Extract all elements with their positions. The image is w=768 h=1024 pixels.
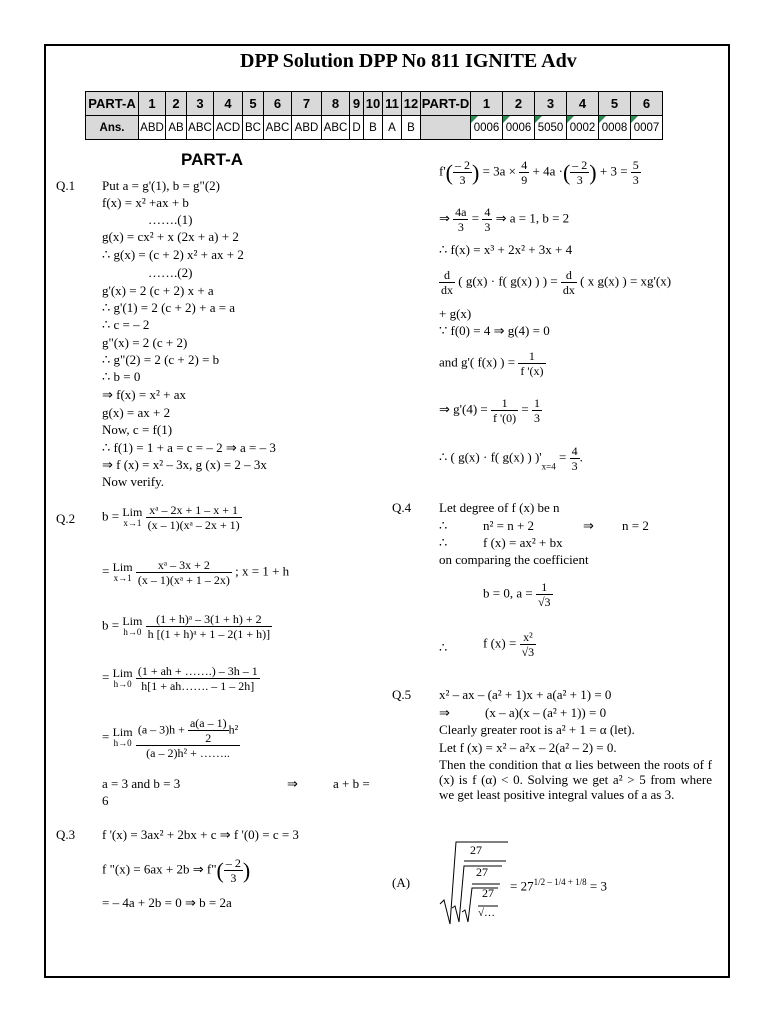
denominator: √3 <box>521 645 535 659</box>
solution-line: ⇒ f(x) = x² + ax <box>102 387 186 402</box>
expression: ( g(x) · f( g(x) ) ) = <box>458 273 558 289</box>
q5-line-4: Let f (x) = x² – a²x – 2(a² – 2) = 0. <box>439 740 617 755</box>
q3-right-7 <box>439 349 546 378</box>
q-number: 2 <box>503 92 535 116</box>
lim-text: Lim <box>122 613 143 628</box>
solution-line: ∴ f(1) = 1 + a = c = – 2 ⇒ a = – 3 <box>102 440 276 455</box>
lim-text: Lim <box>122 504 143 519</box>
fraction <box>520 630 537 659</box>
q2-step-5 <box>102 716 240 760</box>
denominator: 3 <box>484 220 491 234</box>
q-number: 3 <box>187 92 214 116</box>
radical-value: √… <box>478 907 496 919</box>
solution-line: Now verify. <box>102 474 164 489</box>
solution-line: g"(x) = 2 (c + 2) <box>102 335 188 350</box>
denominator: dx <box>441 283 453 297</box>
q4-line-1: Let degree of f (x) be n <box>439 500 560 515</box>
expression: f' <box>439 163 446 179</box>
numerator <box>136 716 240 746</box>
denominator: 3 <box>576 173 583 187</box>
implies-symbol: ⇒ <box>439 705 450 720</box>
b-equals: b = <box>102 617 120 633</box>
answer-cell: B <box>364 116 383 140</box>
b-equals: b = <box>102 508 120 524</box>
expression: = <box>471 210 480 226</box>
q-number: 6 <box>264 92 292 116</box>
solution-line: f(x) = x² +ax + b <box>102 195 189 210</box>
answer-cell: ACD <box>214 116 243 140</box>
expression: ∴ ( g(x) · f( g(x) ) )' <box>439 449 542 465</box>
q4-line-3: f (x) = ax² + bx <box>483 535 563 550</box>
solution-line: g(x) = cx² + x (2x + a) + 2 <box>102 229 239 244</box>
numerator-part: (a – 3)h + <box>137 722 185 737</box>
solution-line: Now, c = f(1) <box>102 422 173 437</box>
numerator: 1 <box>533 396 540 410</box>
expression: b = 0, a = <box>483 585 533 601</box>
fraction <box>146 503 242 532</box>
limit-operator <box>113 727 133 749</box>
answer-cell: D <box>350 116 364 140</box>
substitution: ; x = 1 + h <box>235 563 290 579</box>
numerator: (1 + ah + …….) – 3h – 1 <box>137 664 258 678</box>
fraction <box>519 158 529 187</box>
expression: f "(x) = 6ax + 2b ⇒ f" <box>102 861 217 877</box>
limit-operator <box>112 559 133 584</box>
answer-cell: 0007 <box>631 116 663 140</box>
numerator: 1 <box>491 396 518 411</box>
answer-cell: 0008 <box>599 116 631 140</box>
lim-subscript: h→0 <box>113 678 132 689</box>
denominator: 3 <box>457 220 464 234</box>
q2-sum-value: 6 <box>102 793 109 808</box>
numerator: 1 <box>518 349 545 364</box>
denominator: f '(0) <box>492 411 517 425</box>
answer-cell: AB <box>166 116 187 140</box>
answer-cell: ABC <box>264 116 292 140</box>
evaluation-subscript: x=4 <box>541 461 556 472</box>
answer-key-answer-row <box>86 116 663 140</box>
part-a-label: PART-A <box>86 92 139 116</box>
answer-cell: 5050 <box>535 116 567 140</box>
limit-operator <box>112 665 133 690</box>
q3-right-2 <box>439 205 569 234</box>
lim-subscript: x→1 <box>123 517 142 528</box>
q-number: 1 <box>139 92 166 116</box>
denominator: 3 <box>571 459 578 473</box>
denominator: 3 <box>459 173 466 187</box>
numerator: xᵃ – 2x + 1 – x + 1 <box>146 503 242 518</box>
answer-cell: BC <box>243 116 264 140</box>
answer-cell: B <box>402 116 421 140</box>
option-label: (A) <box>392 875 411 890</box>
radical-value: 27 <box>470 843 482 857</box>
fraction <box>570 444 580 473</box>
numerator: a(a – 1) <box>189 716 227 730</box>
numerator: – 2 <box>225 856 241 870</box>
q-number: 7 <box>292 92 322 116</box>
q4-line-2: n² = n + 2 <box>483 518 535 533</box>
numerator: d <box>561 268 577 283</box>
fraction <box>146 612 273 641</box>
implies-symbol: ⇒ <box>287 776 298 791</box>
section-heading: PART-A <box>181 150 244 169</box>
q-number: 10 <box>364 92 383 116</box>
solution-line: …….(1) <box>148 212 193 227</box>
numerator: 4 <box>571 444 578 458</box>
answer-cell: ABC <box>187 116 214 140</box>
numerator: – 2 <box>455 158 470 172</box>
q2-step-1 <box>102 503 242 532</box>
q-number: 2 <box>166 92 187 116</box>
answer-cell: 0006 <box>471 116 503 140</box>
q2-step-2 <box>102 558 289 587</box>
q-number: 3 <box>535 92 567 116</box>
fraction <box>561 268 577 297</box>
fraction <box>631 158 641 187</box>
question-label: Q.2 <box>56 511 76 526</box>
numerator: 4 <box>521 158 528 172</box>
result-value: = 3 <box>589 878 608 894</box>
solution-line: ∴ g'(1) = 2 (c + 2) + a = a <box>102 300 236 315</box>
denominator: 3 <box>533 411 540 425</box>
numerator: – 2 <box>572 158 588 172</box>
q-number: 5 <box>599 92 631 116</box>
solution-line: Put a = g'(1), b = g"(2) <box>102 178 220 193</box>
limit-operator <box>122 504 143 529</box>
page-title: DPP Solution DPP No 811 IGNITE Adv <box>240 50 577 72</box>
question-label: Q.4 <box>392 500 412 515</box>
radical-value: 27 <box>476 865 488 879</box>
limit-operator <box>122 613 143 638</box>
q-number: 12 <box>402 92 421 116</box>
answer-cell: 0002 <box>567 116 599 140</box>
solution-line: g(x) = ax + 2 <box>102 405 171 420</box>
q3-line-1: f '(x) = 3ax² + 2bx + c ⇒ f '(0) = c = 3 <box>102 827 299 842</box>
fraction <box>536 580 553 609</box>
q4-therefore: ∴ <box>439 640 448 655</box>
q5-line-1: x² – ax – (a² + 1)x + a(a² + 1) = 0 <box>439 687 612 702</box>
q3-right-8 <box>439 396 542 425</box>
solution-line: ⇒ f (x) = x² – 3x, g (x) = 2 – 3x <box>102 457 267 472</box>
lim-subscript: x→1 <box>113 572 132 583</box>
denominator: √3 <box>537 595 551 609</box>
q3-right-6: ∵ f(0) = 4 ⇒ g(4) = 0 <box>439 323 550 338</box>
expression: ( x g(x) ) = xg'(x) <box>580 273 672 289</box>
denominator: 2 <box>205 731 212 745</box>
answer-cell: 0006 <box>503 116 535 140</box>
q-number: 8 <box>322 92 350 116</box>
expression: f (x) = <box>483 635 517 651</box>
answer-key-table <box>85 91 663 140</box>
q5-result <box>510 875 607 893</box>
q5-line-3: Clearly greater root is a² + 1 = α (let). <box>439 722 635 737</box>
denominator: dx <box>562 283 575 297</box>
q4-line-5 <box>483 580 553 609</box>
answer-cell: ABD <box>292 116 322 140</box>
q4-line-2-result: n = 2 <box>622 518 649 533</box>
q2-step-4 <box>102 664 260 693</box>
lim-text: Lim <box>112 559 133 574</box>
q5-line-2: (x – a)(x – (a² + 1)) = 0 <box>485 705 607 720</box>
solution-line: g'(x) = 2 (c + 2) x + a <box>102 283 214 298</box>
fraction <box>136 558 232 587</box>
q-number: 11 <box>383 92 402 116</box>
expression: ⇒ g'(4) = <box>439 401 488 417</box>
expression: + 4a · <box>532 163 563 179</box>
ans-label: Ans. <box>86 116 139 140</box>
q-number: 4 <box>567 92 599 116</box>
lim-subscript: h→0 <box>113 738 132 748</box>
q-number: 9 <box>350 92 364 116</box>
q-number: 5 <box>243 92 264 116</box>
numerator: 4 <box>484 205 491 219</box>
fraction <box>482 205 492 234</box>
fraction <box>532 396 542 425</box>
q-number: 4 <box>214 92 243 116</box>
radical-value: 27 <box>482 886 494 900</box>
fraction <box>453 205 468 234</box>
q4-therefore: ∴ <box>439 518 448 533</box>
equals: = <box>102 563 110 579</box>
lim-text: Lim <box>112 725 133 739</box>
solution-line: ∴ b = 0 <box>102 369 141 384</box>
denominator: 3 <box>230 871 237 885</box>
q2-result: a = 3 and b = 3 <box>102 776 181 791</box>
result-base: = 27 <box>510 878 534 894</box>
solution-line: …….(2) <box>148 265 193 280</box>
numerator: xᵃ – 3x + 2 <box>136 558 232 573</box>
fraction <box>136 716 240 760</box>
numerator: 1 <box>536 580 553 595</box>
numerator: 5 <box>632 158 639 172</box>
inner-fraction <box>188 716 229 745</box>
q3-right-5: + g(x) <box>439 306 472 321</box>
fraction <box>224 856 243 885</box>
answer-cell: ABD <box>139 116 166 140</box>
expression: = <box>521 401 529 417</box>
numerator: x² <box>520 630 537 645</box>
fraction <box>453 158 472 187</box>
result-exponent: 1/2 – 1/4 + 1/8 <box>533 877 587 887</box>
question-label: Q.1 <box>56 178 76 193</box>
numerator: (1 + h)ᵃ – 3(1 + h) + 2 <box>146 612 273 627</box>
fraction <box>570 158 589 187</box>
q3-line-2: f "(x) = 6ax + 2b ⇒ f"( $\frac{- 2}{3}$ ) <box>102 856 251 885</box>
denominator: (x – 1)(xᵃ – 2x + 1) <box>147 518 240 532</box>
q-number: 6 <box>631 92 663 116</box>
question-label: Q.5 <box>392 687 412 702</box>
q2-step-3 <box>102 612 272 641</box>
denominator: 3 <box>632 173 639 187</box>
denominator: f '(x) <box>520 364 544 378</box>
solution-line: ∴ g(x) = (c + 2) x² + ax + 2 <box>102 247 244 262</box>
denominator: h[1 + ah……. – 1 – 2h] <box>141 679 255 693</box>
implies-symbol: ⇒ <box>583 518 594 533</box>
q4-line-6 <box>483 630 536 659</box>
q4-line-4: on comparing the coefficient <box>439 552 589 567</box>
numerator: d <box>439 268 455 283</box>
fraction <box>518 349 545 378</box>
numerator: 4a <box>455 205 467 219</box>
lim-text: Lim <box>112 665 133 680</box>
denominator: h [(1 + h)ᵃ + 1 – 2(1 + h)] <box>147 627 271 641</box>
answer-key-header-row <box>86 92 663 116</box>
q3-right-9 <box>439 444 583 474</box>
q2-sum: a + b = <box>333 776 370 791</box>
solution-line: ∴ c = – 2 <box>102 317 150 332</box>
expression: and g'( f(x) ) = <box>439 354 516 370</box>
q3-right-1: f'( $\frac{- 2}{3}$ ) = 3a × $\frac{4}{9}$ + 4a ·( $\frac{- 2}{3}$ ) + 3 = $\frac{5}{3}$ <box>439 158 639 187</box>
solution-line: ∴ g"(2) = 2 (c + 2) = b <box>102 352 220 367</box>
denominator: 9 <box>521 173 528 187</box>
numerator-part: h² <box>228 722 239 737</box>
q5-paragraph: Then the condition that α lies between the roots of f (x) is f (α) < 0. Solving we get a² > 5 from where we get least positive integral values of a as 3. <box>439 757 712 802</box>
denominator: (x – 1)(xᵃ + 1 – 2x) <box>137 573 230 587</box>
expression: . <box>579 449 583 465</box>
expression: = <box>558 449 567 465</box>
equals: = <box>102 669 110 685</box>
q3-right-3: ∴ f(x) = x³ + 2x² + 3x + 4 <box>439 242 573 257</box>
lim-subscript: h→0 <box>123 626 142 637</box>
q3-right-4 <box>439 268 671 297</box>
fraction <box>439 268 455 297</box>
expression: ⇒ a = 1, b = 2 <box>495 210 570 226</box>
equals: = <box>102 728 110 744</box>
answer-cell: A <box>383 116 402 140</box>
expression: + 3 = <box>599 163 628 179</box>
fraction <box>136 664 260 693</box>
part-d-label: PART-D <box>421 92 471 116</box>
fraction <box>491 396 518 425</box>
denominator: (a – 2)h² + …….. <box>146 746 230 760</box>
q4-therefore: ∴ <box>439 535 448 550</box>
question-label: Q.3 <box>56 827 76 842</box>
q3-line-3: = – 4a + 2b = 0 ⇒ b = 2a <box>102 895 232 910</box>
q-number: 1 <box>471 92 503 116</box>
expression: ⇒ <box>439 210 450 226</box>
expression: = 3a × <box>482 163 517 179</box>
answer-cell: ABC <box>322 116 350 140</box>
blank-cell <box>421 116 471 140</box>
